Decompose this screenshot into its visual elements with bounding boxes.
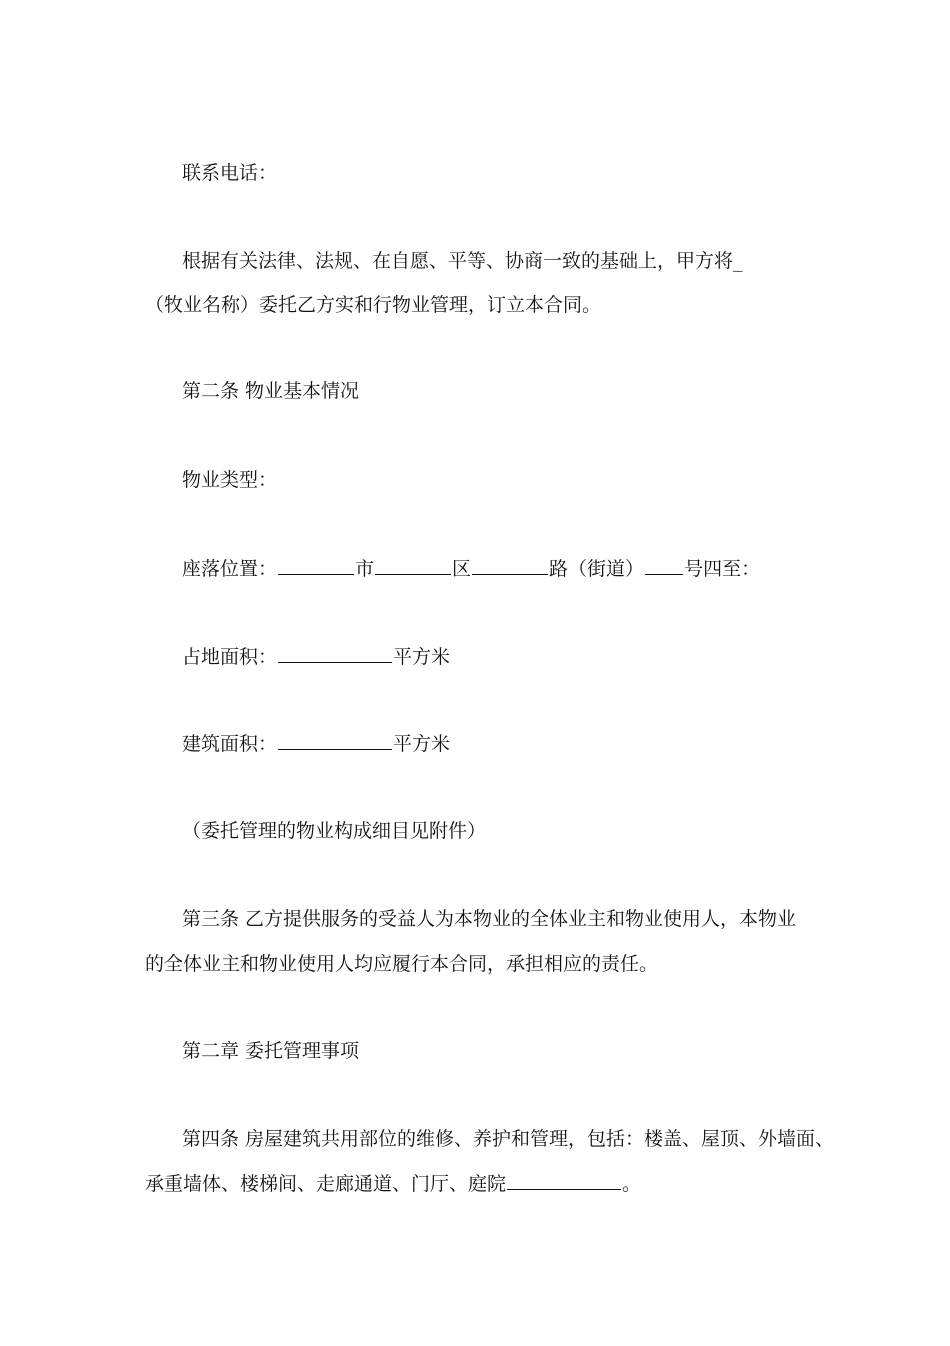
- city-blank: [278, 557, 354, 575]
- building-area-blank: [278, 732, 392, 750]
- article-3-line-2: 的全体业主和物业使用人均应履行本合同，承担相应的责任。: [145, 953, 659, 975]
- chapter-2-title: 第二章 委托管理事项: [182, 1040, 360, 1062]
- city-label: 市: [355, 558, 375, 580]
- article-4-end: 。: [622, 1173, 642, 1195]
- contact-phone-line: 联系电话：: [182, 162, 278, 184]
- land-area-unit: 平方米: [393, 646, 451, 668]
- article-4-line-1: 第四条 房屋建筑共用部位的维修、养护和管理，包括：楼盖、屋顶、外墙面、: [182, 1128, 835, 1150]
- land-area-line: [182, 645, 862, 668]
- article-3-line-1: 第三条 乙方提供服务的受益人为本物业的全体业主和物业使用人，本物业: [182, 908, 797, 930]
- article-4-line-2-text: 承重墙体、楼梯间、走廊通道、门厅、庭院: [145, 1173, 507, 1195]
- number-blank: [645, 557, 683, 575]
- building-area-unit: 平方米: [393, 733, 451, 755]
- land-area-label: 占地面积：: [182, 646, 278, 668]
- location-label: 座落位置：: [182, 558, 278, 580]
- building-area-label: 建筑面积：: [182, 733, 278, 755]
- building-area-line: [182, 732, 862, 755]
- district-blank: [375, 557, 451, 575]
- intro-line-2: （牧业名称）委托乙方实和行物业管理，订立本合同。: [145, 294, 602, 316]
- land-area-blank: [278, 645, 392, 663]
- intro-line-1: 根据有关法律、法规、在自愿、平等、协商一致的基础上，甲方将_: [182, 250, 743, 272]
- attachment-note: （委托管理的物业构成细目见附件）: [182, 820, 487, 842]
- number-label: 号四至：: [684, 558, 761, 580]
- property-type-line: 物业类型：: [182, 469, 278, 491]
- road-label: 路（街道）: [549, 558, 645, 580]
- location-line: [182, 557, 862, 580]
- road-blank: [472, 557, 548, 575]
- district-label: 区: [452, 558, 472, 580]
- article-2-title: 第二条 物业基本情况: [182, 380, 360, 402]
- article-4-line-2: [145, 1172, 825, 1195]
- courtyard-blank: [507, 1172, 621, 1190]
